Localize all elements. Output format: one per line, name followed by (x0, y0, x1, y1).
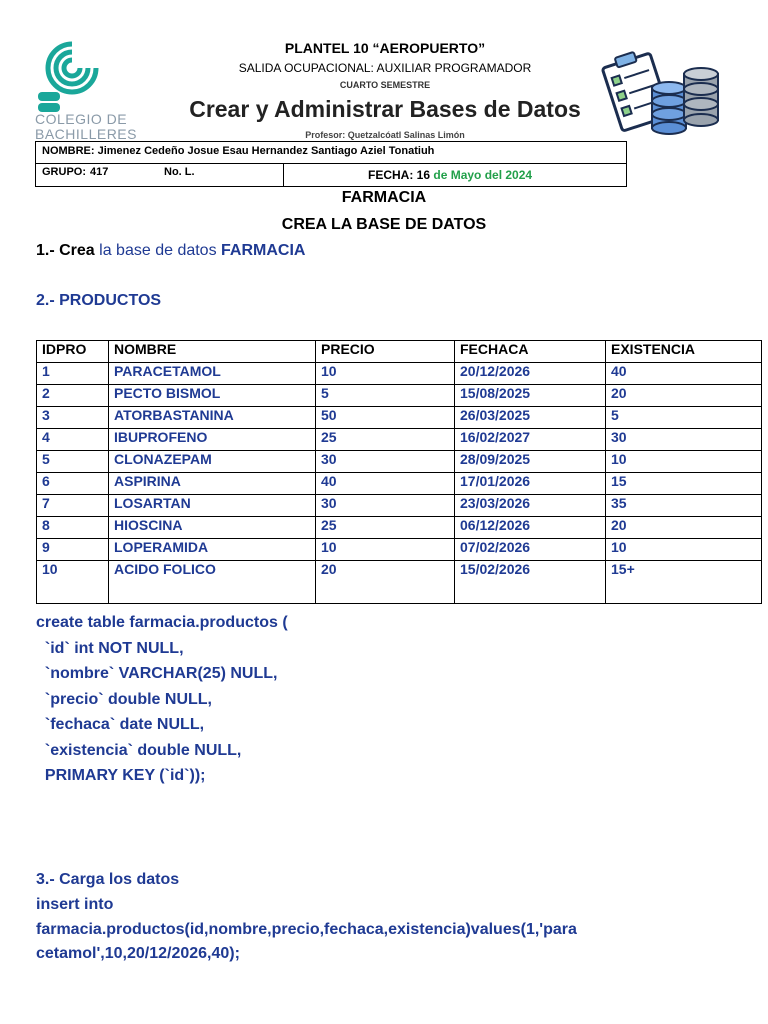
step-3-heading: 3.- Carga los datos (36, 871, 180, 888)
grupo-label: GRUPO: (42, 166, 86, 178)
table-cell: 2 (37, 385, 109, 407)
document-subtitle: CREA LA BASE DE DATOS (281, 216, 487, 233)
table-cell: 35 (606, 495, 762, 517)
table-header-row (37, 341, 762, 363)
logo-text-bachilleres: BACHILLERES (35, 126, 137, 142)
database-clipboard-icon (600, 44, 726, 140)
table-cell: 4 (37, 429, 109, 451)
table-cell: ASPIRINA (109, 473, 316, 495)
fecha-date: de Mayo del 2024 (433, 168, 533, 182)
table-cell: LOPERAMIDA (109, 539, 316, 561)
table-cell: 28/09/2025 (455, 451, 606, 473)
table-row (37, 539, 762, 561)
table-cell: 50 (316, 407, 455, 429)
table-cell: 30 (606, 429, 762, 451)
column-header-fechaca: FECHACA (455, 341, 606, 363)
grupo-value: 417 (90, 166, 109, 178)
step-1-heading (36, 242, 305, 260)
table-cell: 30 (316, 495, 455, 517)
table-cell: 5 (606, 407, 762, 429)
step-1-db-name: FARMACIA (221, 242, 306, 259)
table-cell: 10 (316, 363, 455, 385)
table-cell: IBUPROFENO (109, 429, 316, 451)
document-title: FARMACIA (341, 189, 427, 206)
table-cell: 20 (606, 517, 762, 539)
table-cell: 9 (37, 539, 109, 561)
table-cell: 15/08/2025 (455, 385, 606, 407)
table-cell: 06/12/2026 (455, 517, 606, 539)
code-line: farmacia.productos(id,nombre,precio,fechaca,existencia)values(1,'para (36, 920, 577, 938)
table-cell: 23/03/2026 (455, 495, 606, 517)
student-info-box (35, 141, 627, 187)
code-line: insert into (36, 896, 114, 913)
code-line: `precio` double NULL, (36, 690, 212, 708)
table-cell: CLONAZEPAM (109, 451, 316, 473)
course-title: Crear y Administrar Bases de Datos (189, 96, 581, 122)
table-cell: 10 (316, 539, 455, 561)
code-line: create table farmacia.productos ( (36, 614, 288, 631)
table-cell: 26/03/2025 (455, 407, 606, 429)
table-row (37, 451, 762, 473)
table-row (37, 363, 762, 385)
grupo-cell (36, 164, 284, 186)
table-cell: 1 (37, 363, 109, 385)
table-cell: 40 (606, 363, 762, 385)
step-1-prefix: 1.- Crea (36, 242, 95, 259)
table-cell: 17/01/2026 (455, 473, 606, 495)
semestre-label: CUARTO SEMESTRE (339, 80, 431, 90)
table-cell: 20 (316, 561, 455, 604)
table-cell: HIOSCINA (109, 517, 316, 539)
code-line: `existencia` double NULL, (36, 741, 242, 759)
table-cell: 30 (316, 451, 455, 473)
table-cell: 25 (316, 517, 455, 539)
step-1-text: la base de datos (99, 242, 217, 259)
table-row (37, 385, 762, 407)
table-body (37, 363, 762, 604)
table-row (37, 429, 762, 451)
table-cell: 7 (37, 495, 109, 517)
table-cell: 40 (316, 473, 455, 495)
table-cell: 25 (316, 429, 455, 451)
table-cell: 10 (606, 451, 762, 473)
table-cell: 20 (606, 385, 762, 407)
table-cell: 15+ (606, 561, 762, 604)
table-row (37, 517, 762, 539)
table-row (37, 473, 762, 495)
profesor-label: Profesor: Quetzalcóatl Salinas Limón (305, 130, 465, 140)
salida-ocupacional: SALIDA OCUPACIONAL: AUXILIAR PROGRAMADOR (238, 61, 532, 75)
logo-text-colegio: COLEGIO DE (35, 111, 128, 127)
fecha-line (368, 168, 532, 182)
table-cell: PECTO BISMOL (109, 385, 316, 407)
numero-lista-label: No. L. (164, 166, 195, 178)
table-cell: 15 (606, 473, 762, 495)
step-2-heading: 2.- PRODUCTOS (36, 292, 162, 309)
table-cell: 20/12/2026 (455, 363, 606, 385)
productos-table (36, 340, 762, 604)
table-cell: 5 (316, 385, 455, 407)
table-cell: PARACETAMOL (109, 363, 316, 385)
column-header-precio: PRECIO (316, 341, 455, 363)
table-cell: 10 (606, 539, 762, 561)
table-cell: 8 (37, 517, 109, 539)
code-line: `fechaca` date NULL, (36, 716, 205, 733)
code-line: `id` int NOT NULL, (36, 639, 184, 657)
table-cell: 5 (37, 451, 109, 473)
table-row (37, 561, 762, 604)
column-header-nombre: NOMBRE (109, 341, 316, 363)
code-line: cetamol',10,20/12/2026,40); (36, 945, 240, 962)
table-cell: 07/02/2026 (455, 539, 606, 561)
table-cell: 10 (37, 561, 109, 604)
table-row (37, 407, 762, 429)
plantel-heading: PLANTEL 10 “AEROPUERTO” (284, 40, 486, 56)
table-cell: ATORBASTANINA (109, 407, 316, 429)
table-cell: LOSARTAN (109, 495, 316, 517)
code-line: PRIMARY KEY (`id`)); (36, 767, 206, 784)
column-header-existencia: EXISTENCIA (606, 341, 762, 363)
fecha-prefix: FECHA: 16 (368, 168, 431, 182)
table-cell: 3 (37, 407, 109, 429)
table-cell: 16/02/2027 (455, 429, 606, 451)
code-line: `nombre` VARCHAR(25) NULL, (36, 665, 278, 682)
student-name: NOMBRE: Jimenez Cedeño Josue Esau Hernandez Santiago Aziel Tonatiuh (42, 145, 435, 157)
table-row (37, 495, 762, 517)
table-cell: 15/02/2026 (455, 561, 606, 604)
column-header-idpro: IDPRO (37, 341, 109, 363)
table-cell: 6 (37, 473, 109, 495)
table-cell: ACIDO FOLICO (109, 561, 316, 604)
